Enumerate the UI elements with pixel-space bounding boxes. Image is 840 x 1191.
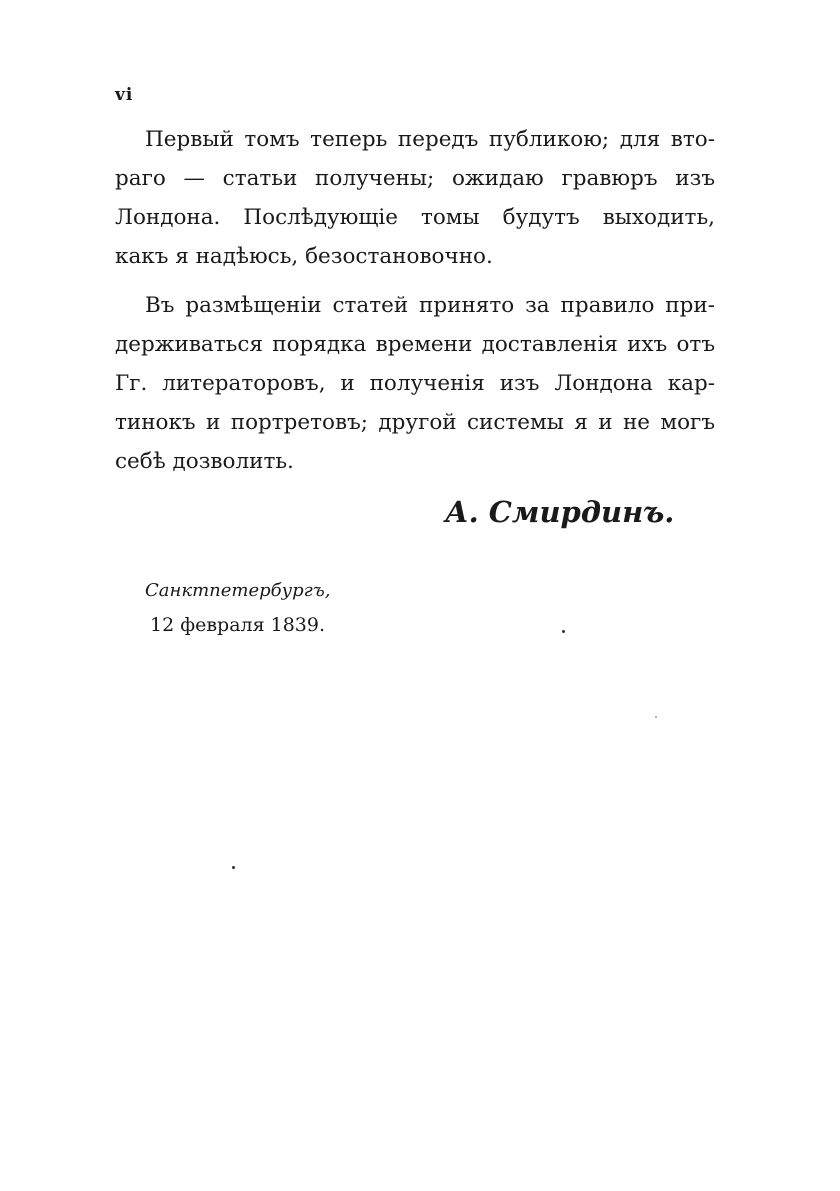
paragraph-1-line: Лондона. Послѣдующіе томы будутъ выходить, (115, 205, 715, 230)
paragraph-1-line: какъ я надѣюсь, безостановочно. (115, 244, 493, 269)
paragraph-1-line: Первый томъ теперь передъ публикою; для вто- (145, 127, 715, 152)
paragraph-2-line: тинокъ и портретовъ; другой системы я и не могъ (115, 410, 715, 435)
page-number: vi (115, 85, 134, 105)
paragraph-2-line: себѣ дозволить. (115, 449, 294, 474)
body-text (115, 120, 715, 481)
print-speck (562, 630, 565, 633)
place-line: Санктпетербургъ, (145, 580, 331, 601)
paragraph-1-line: раго — статьи получены; ожидаю гравюръ изъ (115, 166, 715, 191)
print-speck (655, 716, 657, 718)
paragraph-2-line: Гг. литераторовъ, и полученія изъ Лондона кар- (115, 371, 715, 396)
paragraph-1 (115, 120, 715, 276)
paragraph-2 (115, 286, 715, 481)
paragraph-2-line: Въ размѣщеніи статей принято за правило при- (145, 293, 715, 318)
signature: А. Смирдинъ. (445, 495, 675, 529)
paragraph-2-line: держиваться порядка времени доставленія ихъ отъ (115, 332, 715, 357)
print-speck (232, 866, 235, 869)
date-line: 12 февраля 1839. (150, 614, 326, 636)
